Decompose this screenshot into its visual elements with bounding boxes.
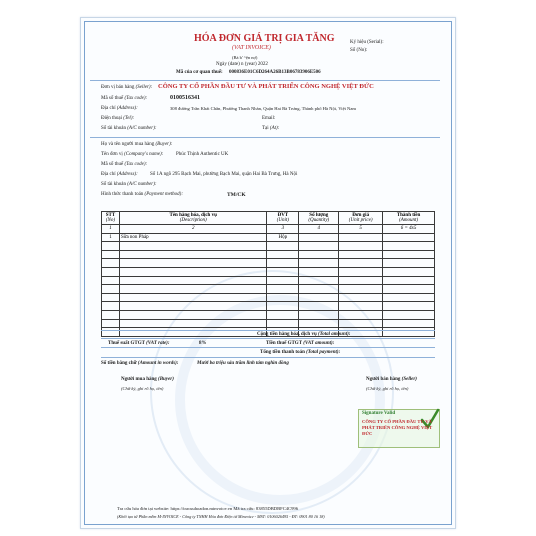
totals-top-divider xyxy=(101,330,435,331)
column-header-vi: Tên hàng hóa, dịch vụ xyxy=(169,213,217,218)
table-cell xyxy=(383,233,435,242)
empty-table-cell xyxy=(299,259,339,268)
ban-line: (Bả b' ^ện nợ) xyxy=(232,55,258,60)
empty-table-cell xyxy=(267,310,299,319)
empty-table-cell xyxy=(339,276,383,285)
empty-table-cell xyxy=(119,242,266,251)
column-index-cell: 1 xyxy=(102,225,120,234)
vat-amount-label-vi: Tiền thuế GTGT xyxy=(266,341,302,346)
amount-words-label-vi: Số tiền bằng chữ xyxy=(101,361,137,366)
empty-table-cell xyxy=(267,319,299,328)
buyer-payment-label xyxy=(101,192,183,197)
empty-table-cell xyxy=(383,250,435,259)
buyer-address-label-vi: Địa chỉ xyxy=(101,172,116,177)
empty-table-cell xyxy=(267,259,299,268)
empty-table-cell xyxy=(102,302,120,311)
number-label: Số (No): xyxy=(350,48,368,53)
amount-words-label-en: (Amount in words): xyxy=(137,361,179,366)
empty-table-cell xyxy=(383,319,435,328)
buyer-account-label xyxy=(101,182,157,187)
empty-table-cell xyxy=(102,310,120,319)
amount-words-value: Mười ba triệu sáu trăm linh tám nghìn đồng xyxy=(197,361,289,366)
empty-table-cell xyxy=(339,259,383,268)
seller-bank-label-vi: Tại xyxy=(262,126,269,131)
vat-divider xyxy=(101,347,435,348)
column-header-vi: ĐVT xyxy=(277,213,289,218)
buyer-tax-label-vi: Mã số thuế xyxy=(101,162,124,167)
empty-table-cell xyxy=(267,302,299,311)
column-header-en: (Description) xyxy=(179,218,207,223)
signed-by-text: CÔNG TY CỔ PHẦN ĐẦU TƯ VÀ PHÁT TRIỂN CÔNG NGHỆ VIỆT ĐỨC xyxy=(362,419,433,436)
empty-table-cell xyxy=(339,242,383,251)
seller-signature-label-en: (Seller) xyxy=(401,377,417,382)
empty-table-cell xyxy=(299,285,339,294)
column-header xyxy=(119,212,266,225)
items-table xyxy=(101,211,435,337)
column-index-cell: 4 xyxy=(299,225,339,234)
empty-table-cell xyxy=(299,302,339,311)
empty-table-cell xyxy=(339,310,383,319)
amount-words-label xyxy=(101,361,178,366)
buyer-signature-label-vi: Người mua hàng xyxy=(121,377,157,382)
seller-bank-label xyxy=(262,126,279,131)
date-line: Ngày (date) n (year) 2022 xyxy=(216,62,268,67)
empty-table-row xyxy=(102,293,435,302)
empty-table-cell xyxy=(102,285,120,294)
empty-table-row xyxy=(102,310,435,319)
empty-table-cell xyxy=(119,302,266,311)
column-header xyxy=(267,212,299,225)
seller-account-label xyxy=(101,126,157,131)
buyer-signature-label-en: (Buyer) xyxy=(158,377,174,382)
table-cell: Hộp xyxy=(267,233,299,242)
buyer-tax-label-en: (Tax code): xyxy=(124,162,148,167)
empty-table-row xyxy=(102,285,435,294)
tax-authority-code-label: Mã của cơ quan thuế: xyxy=(176,70,223,75)
serial-label: Ký hiệu (Serial): xyxy=(350,40,384,45)
empty-table-row xyxy=(102,319,435,328)
vat-amount-label-en: (VAT amount): xyxy=(303,341,335,346)
seller-tax-value: 0100516341 xyxy=(170,95,200,101)
empty-table-cell xyxy=(299,276,339,285)
empty-table-cell xyxy=(102,328,120,337)
empty-table-cell xyxy=(339,319,383,328)
vat-amount-label xyxy=(266,341,334,346)
column-header-en: (Unit price) xyxy=(348,218,373,223)
buyer-payment-label-vi: Hình thức thanh toán xyxy=(101,192,144,197)
buyer-payment-value: TM/CK xyxy=(227,192,246,198)
seller-name-value: CÔNG TY CỔ PHẦN ĐẦU TƯ VÀ PHÁT TRIỂN CÔNG NGHỆ VIỆT ĐỨC xyxy=(158,83,374,90)
empty-table-cell xyxy=(383,293,435,302)
subtotal-label xyxy=(257,332,350,337)
empty-table-cell xyxy=(267,242,299,251)
column-header-vi: Số lượng xyxy=(309,213,329,218)
buyer-name-label xyxy=(101,142,172,147)
seller-account-label-vi: Số tài khoản xyxy=(101,126,126,131)
header-divider xyxy=(90,80,440,81)
seller-phone-label-en: (Tel): xyxy=(123,116,135,121)
empty-table-cell xyxy=(383,267,435,276)
seller-tax-label xyxy=(101,96,147,101)
seller-account-label-en: (A/C number): xyxy=(127,126,157,131)
buyer-company-label xyxy=(101,152,163,157)
subtotal-label-vi: Cộng tiền hàng hóa, dịch vụ xyxy=(257,332,317,337)
empty-table-row xyxy=(102,259,435,268)
seller-tax-label-en: (Tax code): xyxy=(124,96,148,101)
empty-table-cell xyxy=(267,293,299,302)
buyer-tax-label xyxy=(101,162,147,167)
items-index-row xyxy=(102,225,435,234)
empty-table-cell xyxy=(102,276,120,285)
empty-table-cell xyxy=(383,310,435,319)
buyer-signature-note: (Chữ ký, ghi rõ họ, tên) xyxy=(121,386,164,391)
empty-table-cell xyxy=(267,285,299,294)
seller-address-label-vi: Địa chỉ xyxy=(101,106,116,111)
buyer-account-label-en: (A/C number): xyxy=(127,182,157,187)
empty-table-cell xyxy=(299,319,339,328)
empty-table-cell xyxy=(299,310,339,319)
empty-table-cell xyxy=(119,285,266,294)
empty-table-cell xyxy=(339,293,383,302)
buyer-company-value: Phúc Thịnh Authentic UK xyxy=(176,152,229,157)
buyer-address-label xyxy=(101,172,138,177)
column-index-cell: 5 xyxy=(339,225,383,234)
empty-table-cell xyxy=(383,242,435,251)
empty-table-cell xyxy=(299,250,339,259)
tax-authority-code-value: 000836E01C6D264A26B13B06783906E506 xyxy=(229,70,321,75)
column-header xyxy=(102,212,120,225)
seller-signature-label xyxy=(366,377,417,382)
table-row xyxy=(102,233,435,242)
empty-table-cell xyxy=(102,250,120,259)
seller-name-label-en: (Seller): xyxy=(135,85,153,90)
empty-table-cell xyxy=(119,250,266,259)
seller-divider xyxy=(90,137,440,138)
buyer-signature-label xyxy=(121,377,174,382)
subtotal-label-en: (Total amount): xyxy=(318,332,351,337)
empty-table-cell xyxy=(102,259,120,268)
empty-table-cell xyxy=(119,328,266,337)
empty-table-cell xyxy=(299,267,339,276)
items-body xyxy=(102,233,435,336)
empty-table-cell xyxy=(339,302,383,311)
empty-table-row xyxy=(102,242,435,251)
empty-table-cell xyxy=(383,285,435,294)
provider-line: (Khởi tạo từ Phần mềm M-INVOICE - Công ty TNHH Hóa đơn Điện tử Minvoice - MST: 0106026495 - ĐT: 0901 80 16 18) xyxy=(117,514,325,519)
empty-table-cell xyxy=(119,259,266,268)
seller-email-label: Email: xyxy=(262,116,276,121)
buyer-account-label-vi: Số tài khoản xyxy=(101,182,126,187)
seller-name-label-vi: Đơn vị bán hàng xyxy=(101,85,135,90)
column-header-en: (Quantity) xyxy=(308,218,330,223)
empty-table-cell xyxy=(102,293,120,302)
seller-bank-label-en: (At): xyxy=(269,126,280,131)
buyer-address-value: Số 1A ngõ 295 Bạch Mai, phường Bạch Mai, quận Hai Bà Trưng, Hà Nội xyxy=(150,172,298,177)
column-header-en: (No) xyxy=(105,218,116,223)
empty-table-row xyxy=(102,302,435,311)
invoice-subtitle: (VAT INVOICE) xyxy=(232,45,271,51)
grand-total-label xyxy=(260,350,340,355)
empty-table-cell xyxy=(383,302,435,311)
empty-table-cell xyxy=(267,267,299,276)
vat-rate-value: 8% xyxy=(199,341,207,346)
empty-table-row xyxy=(102,250,435,259)
empty-table-cell xyxy=(119,293,266,302)
buyer-name-label-vi: Họ và tên người mua hàng xyxy=(101,142,155,147)
empty-table-cell xyxy=(102,242,120,251)
column-header xyxy=(299,212,339,225)
grand-total-divider xyxy=(101,357,435,358)
table-cell xyxy=(339,233,383,242)
empty-table-cell xyxy=(383,328,435,337)
lookup-line: Tra cứu hóa đơn tại website: https://tracuuhoadon.minvoice.vn Mã tra cứu: 83855DBDBFC4C996 xyxy=(117,506,299,511)
column-header xyxy=(383,212,435,225)
empty-table-row xyxy=(102,267,435,276)
empty-table-row xyxy=(102,276,435,285)
seller-address-label xyxy=(101,106,138,111)
seller-signature-label-vi: Người bán hàng xyxy=(366,377,401,382)
column-header-en: (Unit) xyxy=(276,218,289,223)
buyer-name-label-en: (Buyer): xyxy=(155,142,173,147)
column-index-cell: 3 xyxy=(267,225,299,234)
vat-rate-label-vi: Thuế suất GTGT xyxy=(108,341,145,346)
empty-table-cell xyxy=(383,259,435,268)
column-header-vi: Đơn giá xyxy=(352,213,370,218)
column-header-vi: Thành tiền xyxy=(396,213,421,218)
signature-valid-label: Signature Valid xyxy=(362,411,396,416)
column-index-cell: 2 xyxy=(119,225,266,234)
buyer-payment-label-en: (Payment method): xyxy=(144,192,184,197)
vat-rate-label-en: (VAT rate): xyxy=(146,341,170,346)
seller-name-label xyxy=(101,85,152,90)
empty-table-cell xyxy=(267,276,299,285)
column-index-cell: 6 = 4x5 xyxy=(383,225,435,234)
empty-table-cell xyxy=(119,310,266,319)
empty-table-cell xyxy=(119,319,266,328)
empty-table-cell xyxy=(119,276,266,285)
grand-total-label-vi: Tổng tiền thanh toán xyxy=(260,350,305,355)
seller-phone-label xyxy=(101,116,134,121)
table-cell xyxy=(299,233,339,242)
seller-address-value: 308 đường Trần Khát Chân, Phường Thanh Nhàn, Quận Hai Bà Trưng, Thành phố Hà Nội, Việt Nam xyxy=(170,106,356,111)
empty-table-cell xyxy=(339,267,383,276)
subtotal-divider xyxy=(101,338,435,339)
empty-table-cell xyxy=(299,242,339,251)
invoice-title: HÓA ĐƠN GIÁ TRỊ GIA TĂNG xyxy=(194,33,335,44)
empty-table-cell xyxy=(383,276,435,285)
table-cell: 1 xyxy=(102,233,120,242)
seller-phone-label-vi: Điện thoại xyxy=(101,116,122,121)
empty-table-cell xyxy=(339,250,383,259)
empty-table-cell xyxy=(339,285,383,294)
empty-table-cell xyxy=(119,267,266,276)
seller-signature-note: (Chữ ký, ghi rõ họ, tên) xyxy=(366,386,409,391)
buyer-address-label-en: (Address): xyxy=(116,172,138,177)
column-header xyxy=(339,212,383,225)
empty-table-cell xyxy=(299,293,339,302)
empty-table-cell xyxy=(267,250,299,259)
items-header-row xyxy=(102,212,435,225)
seller-tax-label-vi: Mã số thuế xyxy=(101,96,124,101)
column-header-vi: STT xyxy=(105,213,116,218)
table-cell: Sữa non Pháp xyxy=(119,233,266,242)
buyer-company-label-en: (Company's name): xyxy=(124,152,164,157)
buyer-company-label-vi: Tên đơn vị xyxy=(101,152,123,157)
grand-total-label-en: (Total payment): xyxy=(306,350,341,355)
column-header-en: (Amount) xyxy=(399,218,418,223)
empty-table-cell xyxy=(102,267,120,276)
seller-address-label-en: (Address): xyxy=(116,106,138,111)
vat-rate-label xyxy=(108,341,170,346)
empty-table-cell xyxy=(102,319,120,328)
